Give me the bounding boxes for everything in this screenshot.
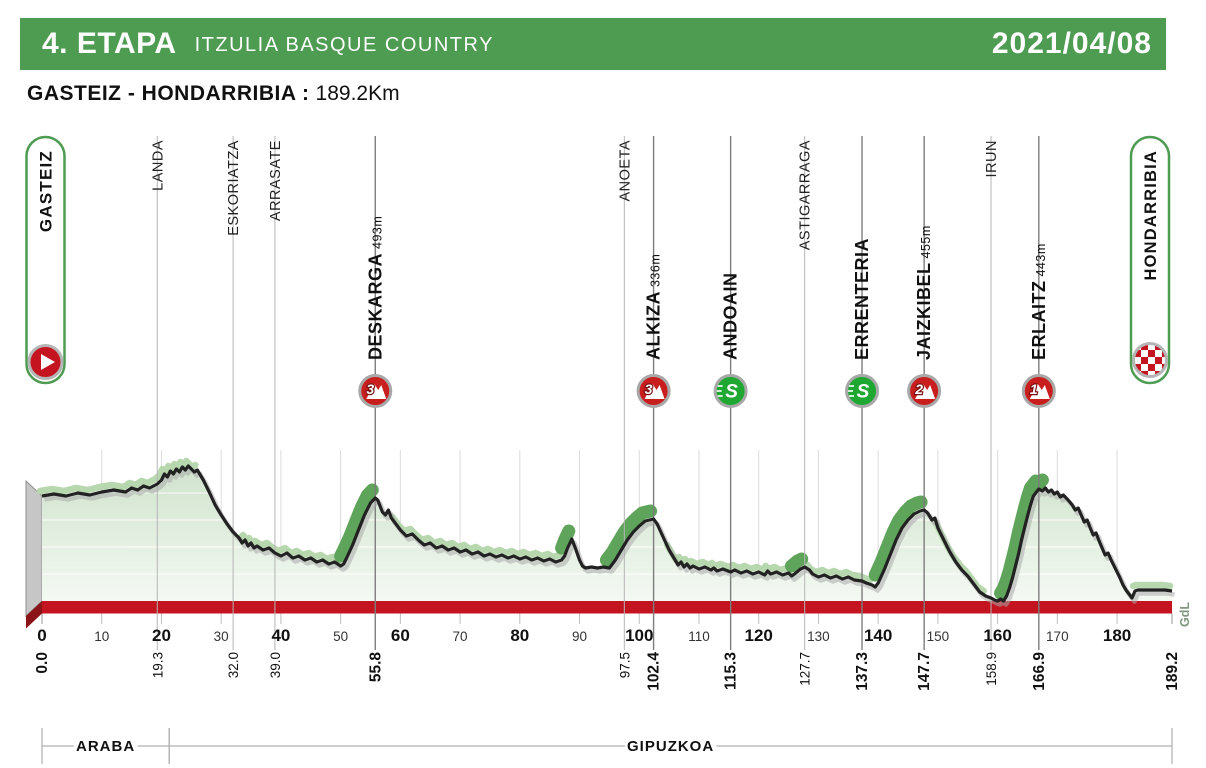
axis-km-label: 70 bbox=[452, 629, 468, 644]
category-3-climb-icon bbox=[638, 376, 669, 407]
axis-km-label: 180 bbox=[1102, 626, 1132, 645]
stage-date: 2021/04/08 bbox=[991, 27, 1152, 60]
axis-km-label: 30 bbox=[213, 629, 229, 644]
km-point-label: 166.9 bbox=[1030, 652, 1048, 691]
axis-km-label: 10 bbox=[94, 629, 110, 644]
svg-text:3: 3 bbox=[366, 381, 375, 397]
km-point-label: 147.7 bbox=[916, 652, 934, 691]
finish-checkered-icon bbox=[1134, 344, 1167, 377]
sprint-label: ANDOAIN bbox=[720, 272, 741, 360]
km-axis bbox=[37, 626, 1131, 645]
axis-km-label: 130 bbox=[807, 629, 830, 644]
km-point-label: 102.4 bbox=[645, 652, 663, 691]
svg-text:S: S bbox=[856, 381, 870, 403]
climb-label: ALKIZA 336m bbox=[643, 253, 664, 360]
axis-km-label: 120 bbox=[744, 626, 773, 645]
category-2-climb-icon bbox=[909, 376, 940, 407]
sprint-icon bbox=[715, 376, 746, 407]
axis-km-label: 50 bbox=[333, 629, 349, 644]
region-label: ARABA bbox=[76, 738, 136, 755]
category-1-climb-icon bbox=[1023, 376, 1054, 407]
axis-km-label: 20 bbox=[151, 626, 171, 645]
km-point-label: 55.8 bbox=[367, 652, 385, 683]
town-label: LANDA bbox=[150, 140, 167, 191]
axis-km-label: 170 bbox=[1046, 629, 1069, 644]
svg-text:3: 3 bbox=[644, 381, 653, 397]
route-subtitle bbox=[27, 82, 400, 106]
stage-title: 4. ETAPA bbox=[42, 27, 177, 60]
axis-km-label: 150 bbox=[926, 629, 950, 644]
axis-km-label: 0 bbox=[37, 626, 47, 645]
svg-text:2: 2 bbox=[915, 381, 924, 397]
town-label: ESKORIATZA bbox=[226, 140, 243, 236]
region-label: GIPUZKOA bbox=[627, 738, 715, 755]
axis-km-label: 100 bbox=[625, 626, 654, 645]
km-point-label: 137.3 bbox=[854, 652, 872, 691]
header-bar bbox=[20, 18, 1166, 70]
svg-text:1: 1 bbox=[1029, 381, 1038, 397]
axis-km-label: 80 bbox=[510, 626, 530, 645]
town-label: IRUN bbox=[984, 139, 1001, 178]
profile-side-wall bbox=[26, 481, 42, 616]
km-point-label: 0.0 bbox=[34, 652, 51, 674]
axis-km-label: 110 bbox=[688, 629, 710, 644]
finish-label: HONDARRIBIA bbox=[1142, 150, 1160, 281]
route-distance: 189.2Km bbox=[315, 82, 400, 105]
route-names: GASTEIZ - HONDARRIBIA : bbox=[27, 82, 310, 105]
sprint-icon bbox=[847, 376, 878, 407]
km-point-label: 19.3 bbox=[150, 652, 166, 679]
km-point-label: 158.9 bbox=[984, 651, 1000, 686]
km-point-labels bbox=[34, 652, 1181, 691]
km-point-label: 127.7 bbox=[797, 652, 813, 686]
axis-km-label: 140 bbox=[863, 626, 893, 645]
km-point-label: 115.3 bbox=[722, 652, 740, 690]
race-title: ITZULIA BASQUE COUNTRY bbox=[194, 34, 494, 56]
town-label: ARRASATE bbox=[267, 140, 284, 222]
climb-label: JAIZKIBEL 455m bbox=[914, 225, 935, 360]
category-3-climb-icon bbox=[360, 376, 391, 407]
sprint-label: ERRENTERIA bbox=[852, 237, 873, 360]
axis-km-label: 160 bbox=[983, 626, 1012, 645]
climb-label: ERLAITZ 443m bbox=[1028, 243, 1049, 360]
km-point-label: 32.0 bbox=[226, 652, 242, 679]
svg-text:S: S bbox=[725, 381, 738, 403]
climb-ribbon bbox=[792, 559, 802, 566]
town-label: ANOETA bbox=[617, 140, 634, 202]
climb-label: DESKARGA 493m bbox=[365, 215, 386, 360]
start-banner bbox=[27, 137, 65, 383]
finish-banner bbox=[1131, 137, 1169, 383]
km-point-label: 97.5 bbox=[617, 652, 633, 679]
town-label: ASTIGARRAGA bbox=[797, 140, 814, 251]
axis-km-label: 90 bbox=[572, 629, 588, 644]
km-point-label: 39.0 bbox=[267, 652, 283, 679]
axis-km-label: 60 bbox=[390, 626, 410, 645]
axis-km-label: 40 bbox=[271, 626, 291, 645]
marker-labels bbox=[150, 140, 1049, 360]
credit-text: GdL bbox=[1178, 602, 1192, 627]
rolling-ribbon bbox=[1133, 585, 1170, 586]
km-point-label: 189.2 bbox=[1164, 652, 1181, 691]
region-band bbox=[42, 728, 1172, 764]
start-label: GASTEIZ bbox=[36, 150, 56, 233]
